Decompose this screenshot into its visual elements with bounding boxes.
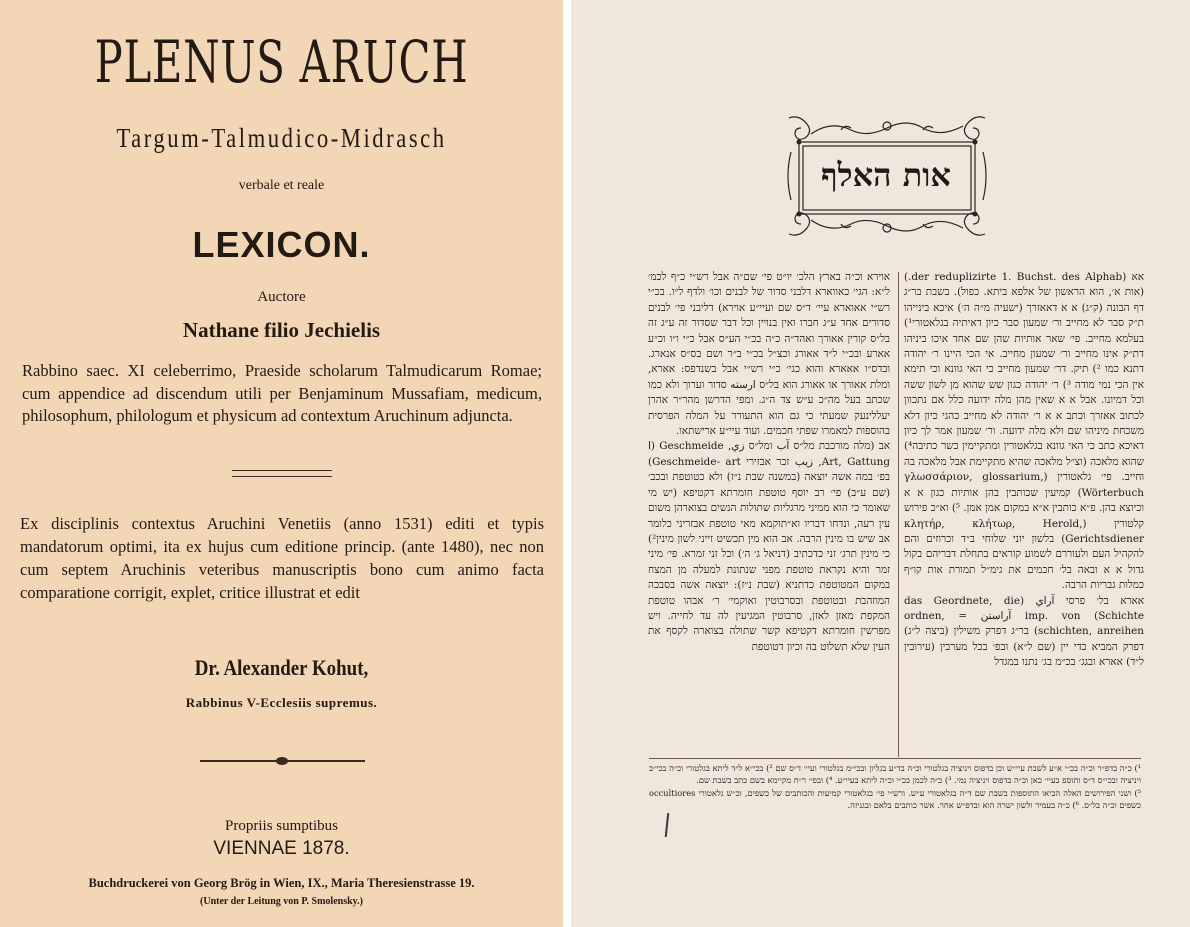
title-page <box>0 0 563 927</box>
supervision-line: (Unter der Leitung von P. Smolensky.) <box>200 896 363 907</box>
text-column-left <box>648 270 890 760</box>
divider-rule <box>232 470 332 471</box>
printer-line: Buchdruckerei von Georg Brög in Wien, IX., Maria Theresienstrasse 19. <box>88 876 475 890</box>
entry-paragraph: אארא בל׳ פרסי آراي (das Geordnete, die Schichte) imp. von آراستن = ordnen, schichten, anreihen) בר״ג דפרק משילין (ביצה ל״ג) דפרק המביא כדי יין (שם ל״א) ובפ׳ בכל מערבין (עירובין ל״ד) אארא ובגג׳ בכ״מ בג׳ נתנו במגדל <box>904 594 1144 669</box>
edition-paragraph: Ex disciplinis contextus Aruchini Venetiis (anno 1531) editi et typis mandatorum optimi, ita ex hujus cum editione princip. (ante 1480), nec non cum septem Aruchinis veteribus manuscriptis bono cum animo facta comparatione corrigit, explet, critice illustrat et edit <box>20 514 544 602</box>
section-heading: אות האלף <box>821 156 951 194</box>
entry-paragraph: אוירא וכ״ה בארץ הלכ׳ יו״ט פי׳ שם״ה אבל רש״י כ״ף לכמ׳ ל״א: הגי׳ כאווארא דלבני סדור של לבנים וכו׳ ולדף ל״ו. בכ״י רש״י אאוארא עיי׳ ד״ס שם ועיי״ע אוירא) דליבני פי׳ לבנים סדורים אחד ע״ג חברו ואין בנויין וכל דבר שסדור זה ע״ג זה בל״ס קורין אאורך ואהד״ה כ״ה בכ״י הע״ס אבל כ״י ו״ו וכ״ע אארע ובכ״י ל״ד אאורג וכצ״ל בכ״י ב״ר ושם בס״ס אנארג. ובדס״ו אאארא והוא כגי׳ כ״י רש״י אבל בשנדפס: אארא, ומלת אאורך או אאורג הוא בל״ס ارسته סדור וערוך ולא כמו שכתב בעל מה״כ ע״ש צד ה״ג. ומפי הדרשן מהר״ר אהרן יעללינעק שמעתי כי גם הוא התעורר על המלה הפרסית בהוספות למאמרו שפתי חכמים. ועוד עיי״ע ארישתאו. <box>648 271 890 438</box>
footnotes <box>649 762 1141 852</box>
editor-name: Dr. Alexander Kohut, <box>194 655 369 680</box>
footnote-rule <box>649 758 1141 759</box>
book-subtitle: Targum-Talmudico-Midrasch <box>116 123 447 153</box>
footnote: ⁵) ושני הפירושים האלה הביאו התוספות בשבת שם ד״ה בגלאטורי ע״ש. ורש״י פי׳ בגלאטורי קמיעות והכותבים של כשפים, וכ״ש גלאטורי occultiores כשפים וכ״ה בל״ס. ⁶) כ״ה בעמיר ולשון ישרה הוא ובדפ״ש אחר. אשר כותבים בלאם ובגניזה. <box>649 787 1141 810</box>
text-page <box>571 0 1190 927</box>
editor-title: Rabbinus V-Ecclesiis supremus. <box>185 695 378 710</box>
author-description: Rabbino saec. XI celeberrimo, Praeside scholarum Talmudicarum Romae; cum appendice ad discendum utili per Benjaminum Mussafiam, medicum, philosophum, philologum et physicum ad contextum Aruchinum adjuncta. <box>22 361 542 425</box>
column-divider <box>898 272 899 757</box>
author-name: Nathane filio Jechielis <box>182 318 381 342</box>
ornamental-dot <box>276 757 288 765</box>
footnote: ¹) כ״ה בדפ״ר וכ״ה בכ״י א״ע לשבת עיי״ש וכן בדפוס ויניציה בגלטורי וכ״ה בד״ע בגליון ובכי״מ בגלטורי ועיי׳ ד״ס שם ²) בכי״א ל״ד ליתא בגלטורי וכ״ה בכי״ב ויניציה ובכי״ס ד״ס ותוספ בעיי׳ כאן וכ״ה בדפוס ויניציה נמי. ³) כ״ה לכמן בכ״י וכ״ה ליתא בעיי״ע. ⁴) ובפי׳ ר״ח מקיימא בשם כתב בשבת שם. <box>649 763 1141 786</box>
divider-rule <box>232 476 332 477</box>
verbale-line: verbale et reale <box>238 178 325 193</box>
entry-paragraph: אא (der reduplizirte 1. Buchst. des Alphab.) (אות א׳, הוא הראשון של אלפא ביתא. כפול). בשבת בר״ג דף הבונה (ק״ג) א א דאאזרך (ישעיה מ״ה ה׳) איכא בינייהו ת״ק סבר לא מחייב ור׳ שמעון סבר כיון דאיתיה בגלאטורי¹) בעלמא מחייב. פי׳ שאר אותיות שהן שם אחד איכו ביניהו דת״ק אינו מחייב ור׳ שמעון מחייב. אי הכי היינו ר׳ יהודה דתנא כמו ²) תיק. דר׳ שמעון מחייב כי האי גוונא וכי תימא אין הכי נמי מודה ³) ר׳ יהודה כגון שש שהוא מן לשון ששה וכל דמיונו. אבל א א שאין מהן מלה ידועה כלל אם נתכוון לכתוב אאזרך וכתב א א ר׳ יהודה לא מחייב כהגי כיון דלא משכחת מיניהו שם ולא מלה ידועה. ור׳ שמעון אמר לך כיון דאיכא כתב כי האי גוונא בגלאטורין ומתקיימין כשר כתיבה⁴) שהוא מלאכה (וצ״ל מלאכה שהיא מתקיימת אבל מלאכה בה וחייב. פי׳ גלאטורין (γλωσσάριον, glossarium, Wörterbuch) קמיעין שכותבין בהן אותיות כגון א א וכיוצא בהן. פ״א כותבין א״א במקום אמן אמן. ⁵) וא״כ פירוש קלטורין (κλητήρ, κλήτωρ, Herold, Gerichtsdiener) בלשון יוני שלוחי ב״ד וכרוזים והם להקהיל העם ולעוררם לשמוע קוראים בתחלת דבריהם בקול גדול א א ובאה בל׳ חכמים את גימ״ל תמורת אות קו״ף כמלות גבריות הרבה. <box>904 271 1144 592</box>
lexicon-heading: LEXICON. <box>192 224 371 265</box>
propriis-line: Propriis sumptibus <box>225 818 338 834</box>
auctore-line: Auctore <box>257 289 306 305</box>
text-column-right <box>904 270 1144 760</box>
city-year: VIENNAE 1878. <box>213 838 350 859</box>
entry-paragraph: אב (מלה מורכבת מל״ס آب ומל״ס زي, Geschmeide (ا Art, Gattung, زيب זכר אבזירי Geschmeide- art) בפ׳ במה אשה יוצאה (במשנה שבת נ״ז) ולא כטוטפת ובכב׳ (שם ע״ב) פי׳ רב יוסף טוטפת חומרתא דקטיפא (יש מי שאומר כי הוא ממיני מרגליות שתולות הנשים בצוארהן משום עין רעה, ונדחו דבריו וא״תוקמא מאי טוטפת אבזריני כלומר אב שיש בו מינין הרבה. אב הוא מין תכשיט זייני לשון מינין²) כי מינין תרג׳ זני כדכתיב (דניאל ג׳ ה׳) וכל זני זמרא. פי׳ מיני זמר והיא נקראת טוטפת מפני שנתונת למעלה מן המצח במקום המטוטפת כדתניא (שבת נ״ז): יוצאה אשה בסבכה המוזהבת ובטוטפת ובסרבוטין ואוקמי׳ ר׳ אבהו טוטפת המקפת מאזן לאזן, סרבוטין המגיעין לה עד לחייה. ויש מפרשין חומרתא דקטיפא קשר שתולה בצוארה לקסף את העין שלא תשלוט בה וכיון דטוטפת <box>648 440 890 653</box>
book-title: PLENUS ARUCH <box>94 28 469 96</box>
